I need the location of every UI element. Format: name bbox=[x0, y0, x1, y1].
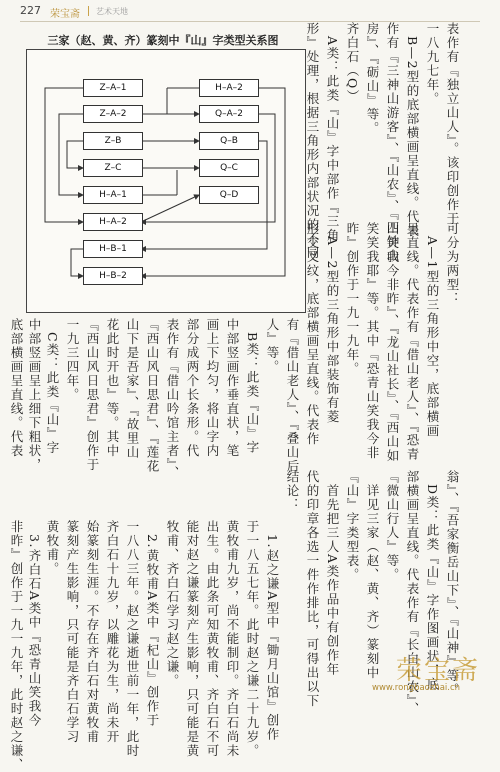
text-column: 中部竖画呈上细下粗状， bbox=[27, 318, 42, 472]
text-column: 山笑我今非昨』、『龙山社长』、『西山如 bbox=[385, 222, 400, 463]
text-column: 部横画呈直线。代表作有『长白山农』、 bbox=[405, 470, 420, 716]
book-title: 荣宝斋 bbox=[50, 9, 80, 20]
text-column: 1.赵之谦A型中『锄月山馆』创作 bbox=[265, 520, 280, 742]
text-column: 『西山风日思君』创作于 bbox=[85, 318, 100, 472]
text-column: B—2型的底部横画呈直线。代表 bbox=[405, 22, 420, 239]
relationship-diagram bbox=[26, 49, 306, 313]
text-column: 一九三四年。 bbox=[65, 318, 80, 402]
node-z-c: Z–C bbox=[83, 159, 143, 177]
text-column: 详见三家（赵、黄、齐）篆刻中 bbox=[365, 470, 380, 680]
section-title: 艺术天地 bbox=[96, 7, 128, 16]
page-header bbox=[0, 0, 500, 22]
text-column: C类：此类『山』字 bbox=[45, 318, 60, 456]
text-column: 黄牧甫九岁，尚不能制印。齐白石尚未 bbox=[225, 520, 240, 758]
text-column: 篆刻产生影响，只可能是齐白石学习 bbox=[65, 520, 80, 744]
node-q-d: Q–D bbox=[199, 186, 259, 204]
text-column: 2.黄牧甫A类中『杞山』创作于 bbox=[145, 520, 160, 728]
text-column: B类：此类『山』字 bbox=[245, 318, 260, 455]
text-column: 形』处理，根据三角形内部状况的不同 bbox=[305, 22, 320, 260]
text-column: 黄牧甫。 bbox=[45, 520, 60, 576]
text-column: 翁』、『吾家衡岳山下』、『山神』等。 bbox=[445, 470, 460, 697]
node-r-h-a-2: H–A–2 bbox=[199, 79, 259, 97]
text-column: 房』、『砺山』等。 bbox=[365, 22, 380, 136]
text-column: 作有『三神山游客』、『山农』、『四钟山 bbox=[385, 22, 400, 263]
text-column: 代的印章各选一件作排比，可得出以下 bbox=[305, 470, 320, 708]
node-z-a-2: Z–A–2 bbox=[83, 105, 143, 123]
text-column: 始篆刻生涯。不存在齐白石对黄牧甫 bbox=[85, 520, 100, 744]
text-column: 『山』字类型表。 bbox=[345, 470, 360, 582]
node-z-b: Z–B bbox=[83, 132, 143, 150]
text-column: 结论： bbox=[285, 470, 300, 512]
node-h-b-1: H–B–1 bbox=[83, 240, 143, 258]
node-h-a-1: H–A–1 bbox=[83, 186, 143, 204]
text-column: 呈直线。代表作有『借山老人』、『恐青 bbox=[405, 222, 420, 462]
text-column: 昨』创作于一九一九年。 bbox=[345, 222, 360, 376]
text-column: 一八九七年。 bbox=[425, 22, 440, 106]
text-column: 笑笑我耶』等。其中『恐青山笑我今非 bbox=[365, 222, 380, 460]
diagram-title: 三家（赵、黄、齐）篆刻中『山』字类型关系图 bbox=[47, 34, 279, 47]
text-column: 人』等。 bbox=[265, 318, 280, 374]
text-column: 齐白石十九岁，以雕花为生，尚未开 bbox=[105, 520, 120, 744]
page-number: 227 bbox=[20, 4, 41, 17]
watermark-logo: 荣宝斋 bbox=[396, 656, 481, 686]
watermark-url: www.rongbaozhai.cn bbox=[372, 683, 461, 693]
header-separator bbox=[88, 6, 89, 16]
text-column: A—2型的三角形中部装饰有菱 bbox=[325, 222, 340, 424]
node-h-a-2: H–A–2 bbox=[83, 213, 143, 231]
text-column: 一八八三年。赵之谦逝世前一年，此时 bbox=[125, 520, 140, 758]
text-column: 花此时开也』等。其中 bbox=[105, 318, 120, 458]
text-column: 形交叉纹，底部横画呈直线。代表作 bbox=[305, 222, 320, 446]
text-column: 有『借山老人』、『叠山后 bbox=[285, 318, 300, 474]
diagram-connectors bbox=[27, 50, 305, 312]
text-column: 齐白石（Q） bbox=[345, 22, 360, 104]
text-column: 首先把三人A类作品中有创作年 bbox=[325, 470, 340, 677]
node-q-a-2: Q–A–2 bbox=[199, 105, 259, 123]
text-column: 牧甫、齐白石学习赵之谦。 bbox=[165, 520, 180, 688]
text-column: 画上下均匀，将山字内 bbox=[205, 318, 220, 458]
node-q-b: Q–B bbox=[199, 132, 259, 150]
text-column: 可分为两型： bbox=[445, 222, 460, 306]
text-column: 表作有『借山吟馆主者』、 bbox=[165, 318, 180, 480]
text-column: A类：此类『山』字中部作『三角 bbox=[325, 22, 340, 243]
text-column: 于一八五七年。此时赵之谦二十九岁。 bbox=[245, 520, 260, 758]
text-column: 非昨』创作于一九一九年，此时赵之谦、 bbox=[9, 520, 24, 772]
text-column: 出生。由此条可知黄牧甫、齐白石不可 bbox=[205, 520, 220, 758]
node-h-b-2: H–B–2 bbox=[83, 267, 143, 285]
text-column: D类：此类『山』字作图画状，底 bbox=[425, 470, 440, 692]
text-column: 底部横画呈直线。代表 bbox=[9, 318, 24, 458]
text-column: 『西山风日思君』、『莲花 bbox=[145, 318, 160, 474]
text-column: 山下是吾家』、『故里山 bbox=[125, 318, 140, 460]
text-column: 中部竖画作垂直状，笔 bbox=[225, 318, 240, 458]
text-column: 『微山行人』等。 bbox=[385, 470, 400, 582]
text-column: 部分成两个长条形。代 bbox=[185, 318, 200, 458]
text-column: 3.齐白石A类中『恐青山笑我今 bbox=[27, 520, 42, 728]
node-z-a-1: Z–A–1 bbox=[83, 79, 143, 97]
text-column: 表作有『独立山人』。该印创作于 bbox=[445, 22, 460, 226]
node-q-c: Q–C bbox=[199, 159, 259, 177]
text-column: A—1型的三角形中空，底部横画 bbox=[425, 222, 440, 438]
text-column: 能对赵之谦篆刻产生影响，只可能是黄 bbox=[185, 520, 200, 758]
